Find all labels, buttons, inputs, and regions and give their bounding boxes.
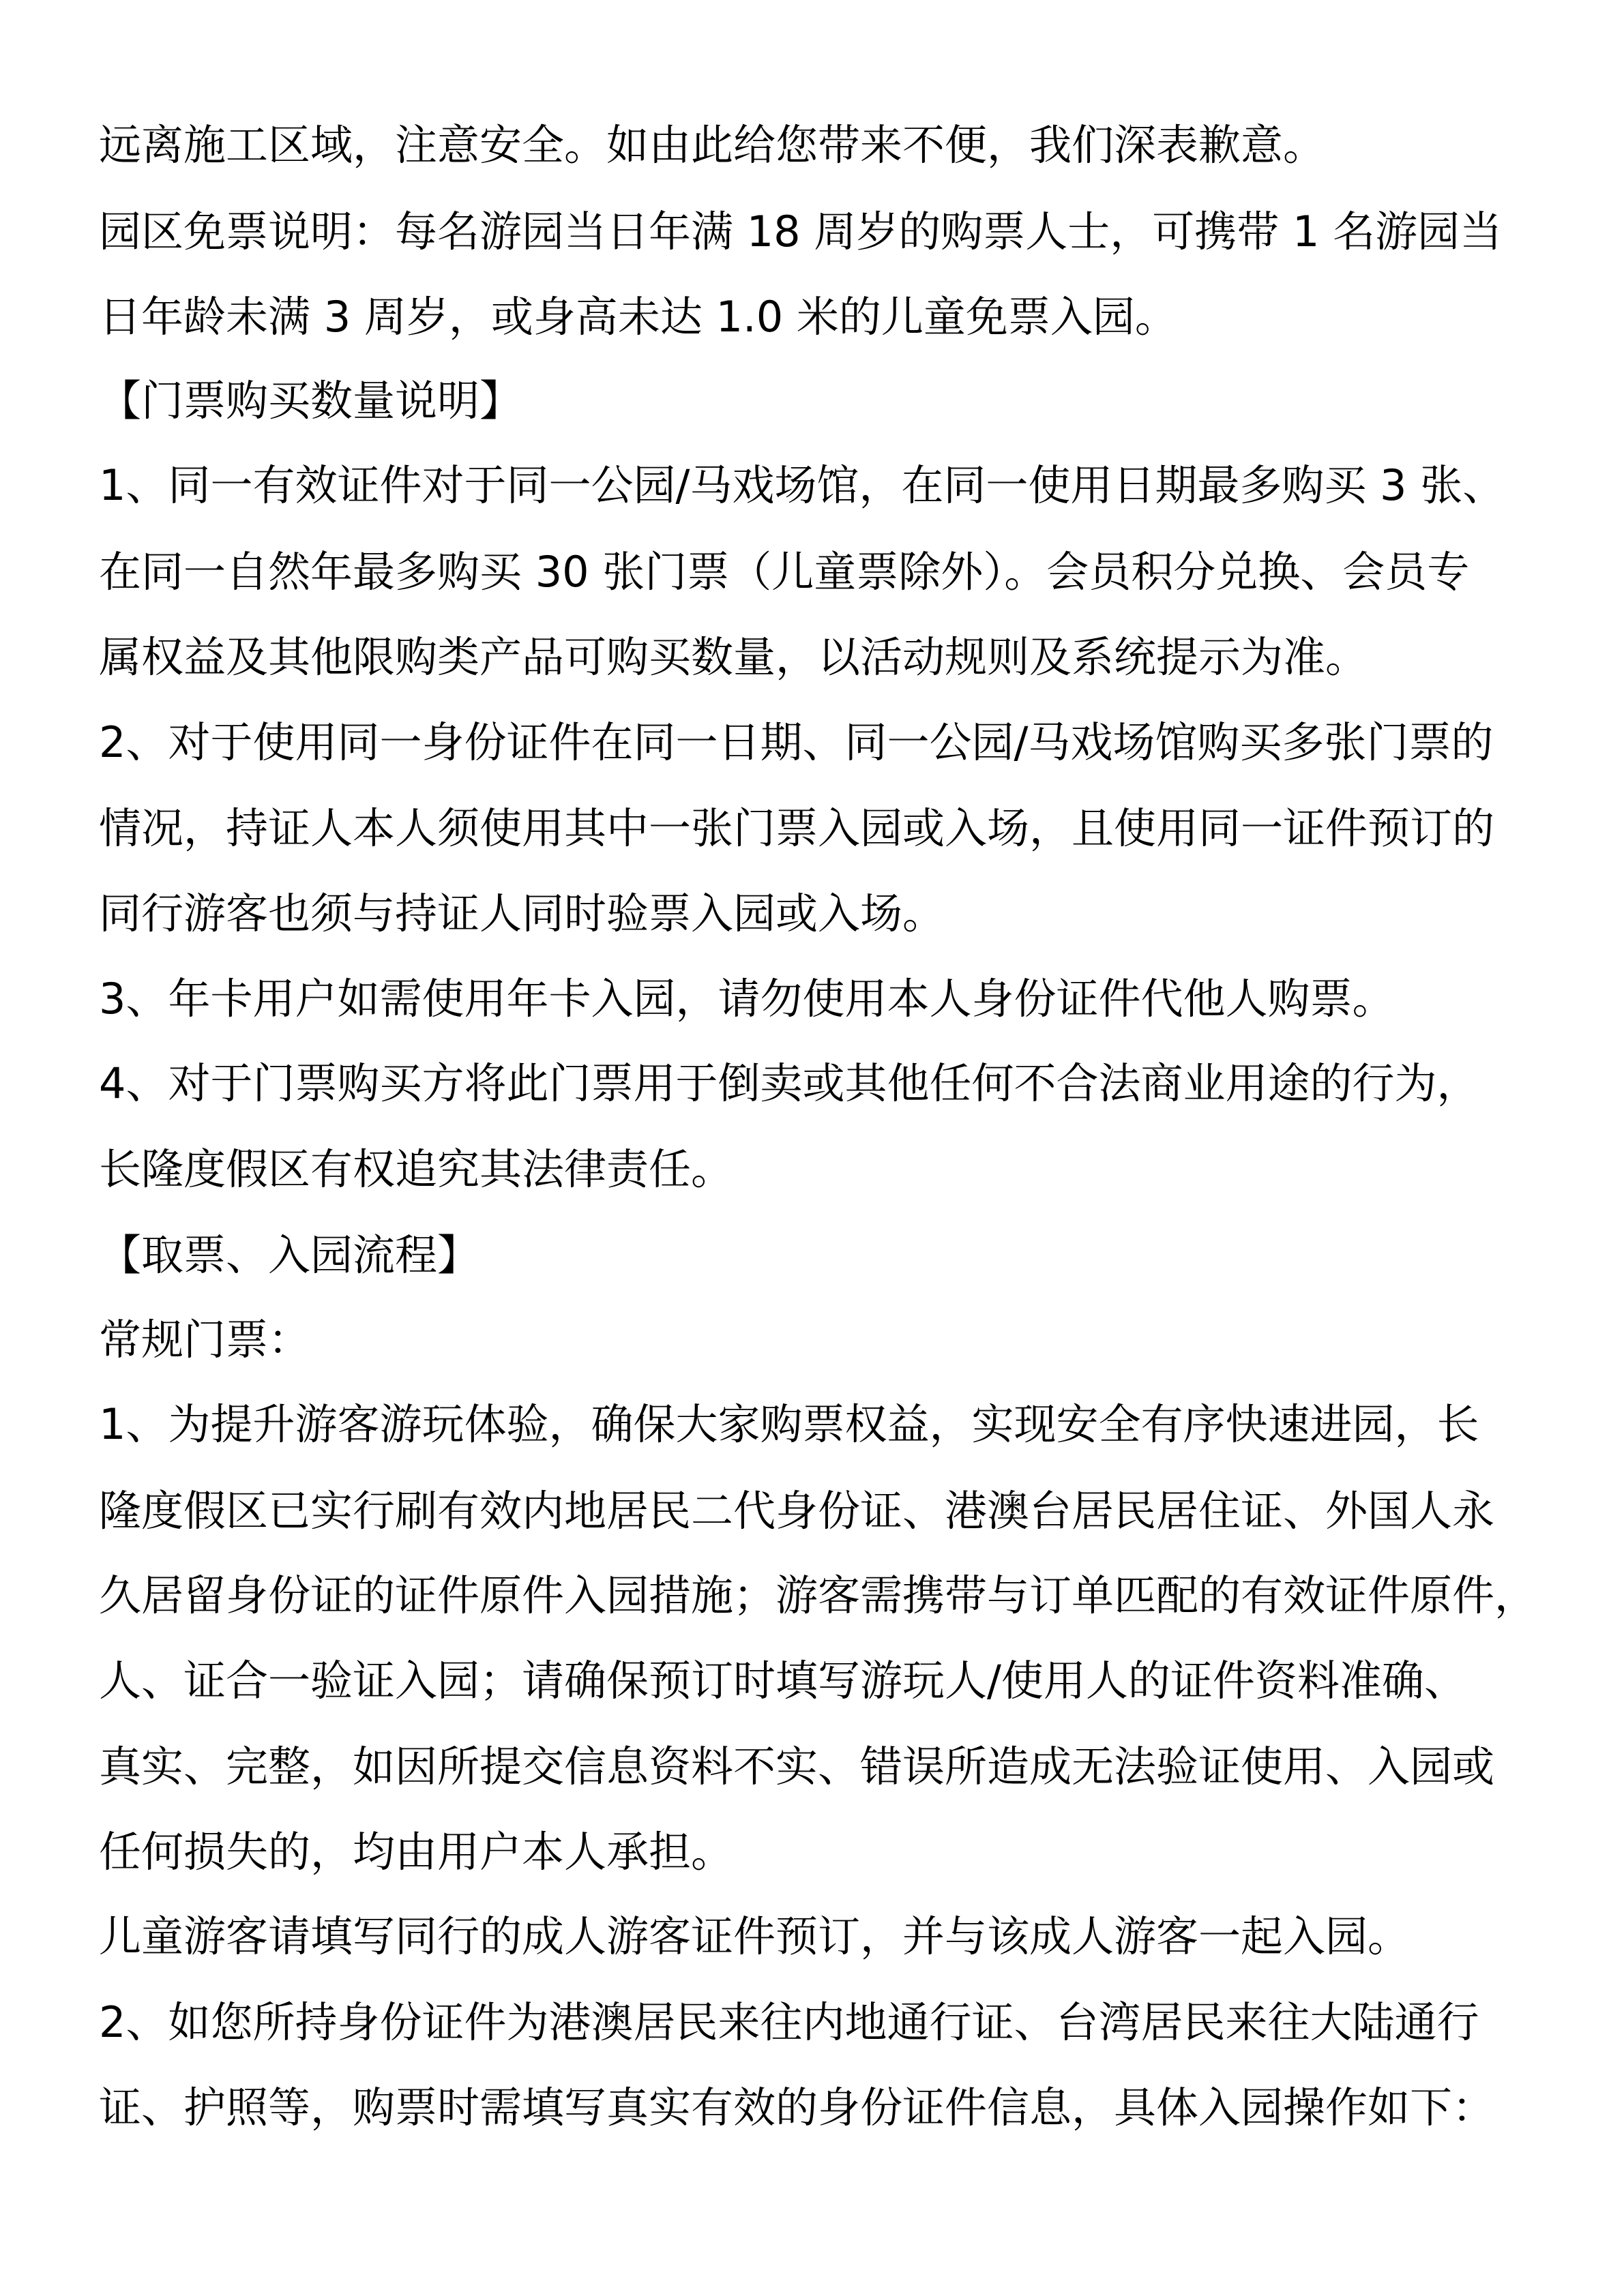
text-line: 日年龄未满 3 周岁，或身高未达 1.0 米的儿童免票入园。: [99, 292, 1177, 342]
text-line: 真实、完整，如因所提交信息资料不实、错误所造成无法验证使用、入园或: [99, 1742, 1495, 1791]
text-line: 园区免票说明：每名游园当日年满 18 周岁的购票人士，可携带 1 名游园当: [99, 207, 1503, 256]
text-line: 情况，持证人本人须使用其中一张门票入园或入场，且使用同一证件预订的: [99, 803, 1495, 853]
text-line: 在同一自然年最多购买 30 张门票（儿童票除外）。会员积分兑换、会员专: [99, 547, 1470, 597]
section-heading: 【取票、入园流程】: [99, 1230, 480, 1280]
text-line: 久居留身份证的证件原件入园措施；游客需携带与订单匹配的有效证件原件，: [99, 1570, 1537, 1620]
text-line: 证、护照等，购票时需填写真实有效的身份证件信息，具体入园操作如下：: [99, 2083, 1495, 2132]
text-line: 2、如您所持身份证件为港澳居民来往内地通行证、台湾居民来往大陆通行: [99, 1997, 1479, 2047]
text-line: 隆度假区已实行刷有效内地居民二代身份证、港澳台居民居住证、外国人永: [99, 1486, 1495, 1536]
subheading: 常规门票：: [99, 1315, 311, 1365]
text-line: 任何损失的，均由用户本人承担。: [99, 1827, 734, 1877]
text-line: 属权益及其他限购类产品可购买数量，以活动规则及系统提示为准。: [99, 632, 1368, 682]
text-line: 同行游客也须与持证人同时验票入园或入场。: [99, 889, 945, 938]
text-line: 儿童游客请填写同行的成人游客证件预订，并与该成人游客一起入园。: [99, 1911, 1411, 1961]
text-line: 3、年卡用户如需使用年卡入园，请勿使用本人身份证件代他人购票。: [99, 974, 1395, 1024]
text-line: 1、同一有效证件对于同一公园/马戏场馆，在同一使用日期最多购买 3 张、: [99, 460, 1505, 510]
text-line: 长隆度假区有权追究其法律责任。: [99, 1144, 734, 1194]
text-line: 2、对于使用同一身份证件在同一日期、同一公园/马戏场馆购买多张门票的: [99, 717, 1494, 767]
text-line: 4、对于门票购买方将此门票用于倒卖或其他任何不合法商业用途的行为，: [99, 1058, 1479, 1108]
text-line: 人、证合一验证入园；请确保预订时填写游玩人/使用人的证件资料准确、: [99, 1656, 1466, 1705]
text-line: 远离施工区域，注意安全。如由此给您带来不便，我们深表歉意。: [99, 120, 1326, 170]
section-heading: 【门票购买数量说明】: [99, 376, 522, 426]
text-line: 1、为提升游客游玩体验，确保大家购票权益，实现安全有序快速进园，长: [99, 1399, 1479, 1449]
